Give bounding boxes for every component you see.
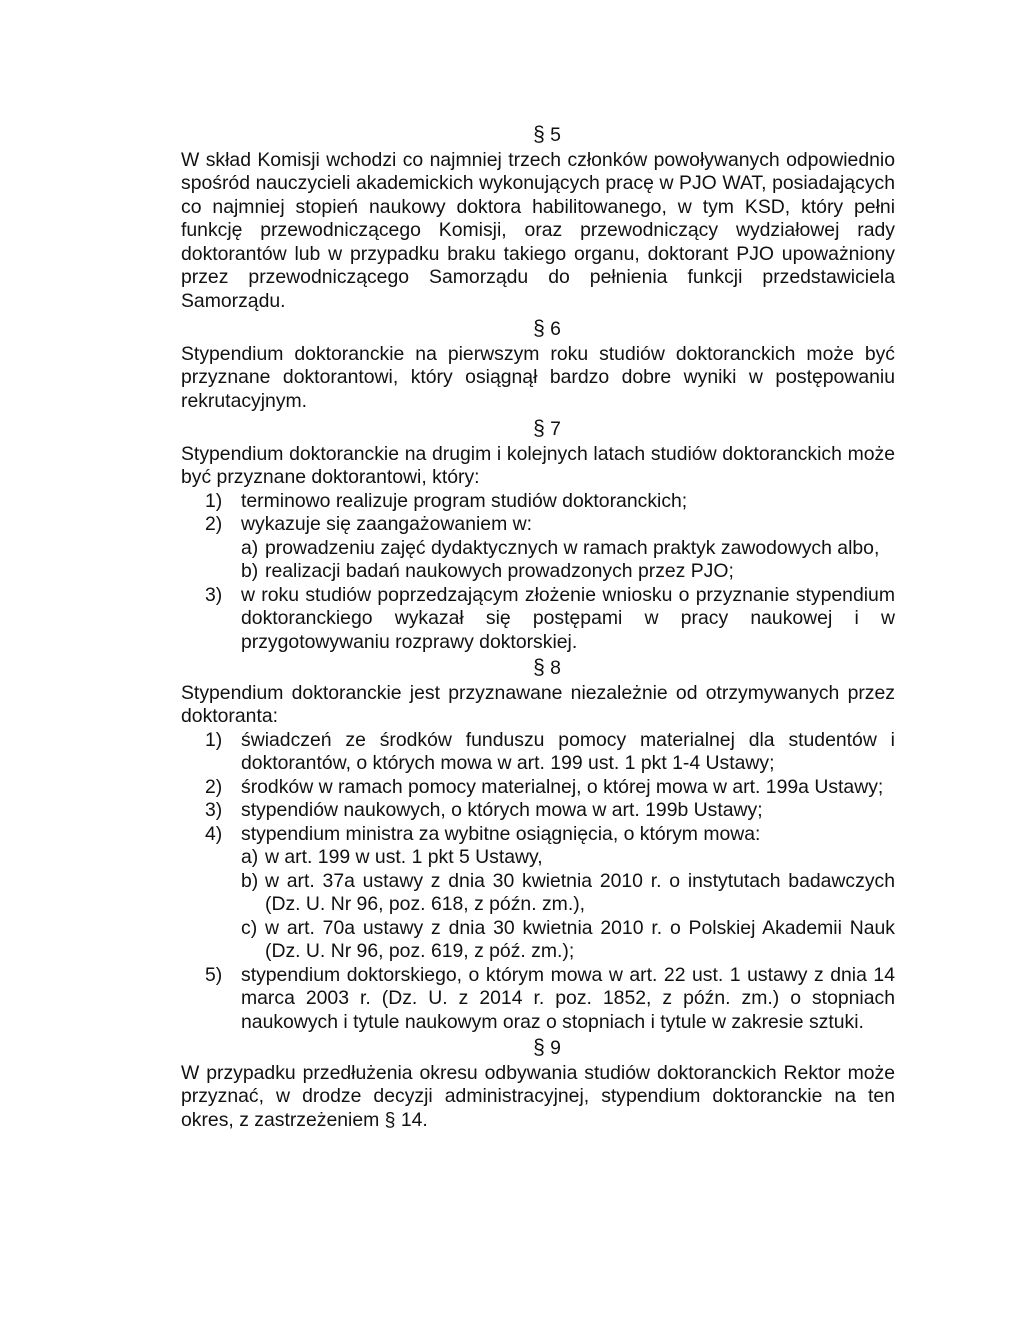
sublist-item-text: prowadzeniu zajęć dydaktycznych w ramach praktyk zawodowych albo, [265,536,880,559]
section-sign-icon: § [533,123,545,146]
sublist-item-text: w art. 70a ustawy z dnia 30 kwietnia 2010 r. o Polskiej Akademii Nauk (Dz. U. Nr 96, poz. 619, z póź. zm.); [265,916,895,962]
list-item-number: 1) [205,728,223,751]
list-item-number: 4) [205,822,223,845]
list-item [181,584,895,655]
section-number: 6 [550,318,561,340]
section-heading-9 [181,1036,895,1061]
list-item-number: 3) [205,799,223,821]
section-number: 5 [550,124,561,146]
sublist-item-letter: c) [241,916,258,939]
paragraph-7-intro: Stypendium doktoranckie na drugim i kolejnych latach studiów doktoranckich może być przyznane doktorantowi, który: [181,442,895,488]
sublist-item [181,537,895,561]
sublist-item [181,560,895,584]
section-sign-icon: § [533,656,545,679]
list-item-text: stypendiów naukowych, o których mowa w art. 199b Ustawy; [241,799,763,821]
list-item [181,513,895,584]
sublist-item-letter: a) [241,846,259,868]
list-item [181,490,895,514]
list-item-text: stypendium ministra za wybitne osiągnięcia, o którym mowa: [241,822,761,845]
paragraph-6: Stypendium doktoranckie na pierwszym roku studiów doktoranckich może być przyznane doktorantowi, który osiągnął bardzo dobre wyniki w postępowaniu rekrutacyjnym. [181,342,895,412]
section-number: 7 [550,418,561,440]
section-sign-icon: § [533,317,545,340]
list-item-text: środków w ramach pomocy materialnej, o której mowa w art. 199a Ustawy; [241,775,884,798]
section-heading-6 [181,317,895,342]
section-heading-5 [181,123,895,148]
sublist-item [181,870,895,917]
document-page [181,123,895,1136]
sublist-item-letter: b) [241,560,259,582]
paragraph-8-intro: Stypendium doktoranckie jest przyznawane niezależnie od otrzymywanych przez doktoranta: [181,681,895,727]
sublist [241,537,895,584]
list-item-text: świadczeń ze środków funduszu pomocy materialnej dla studentów i doktorantów, o których mowa w art. 199 ust. 1 pkt 1-4 Ustawy; [241,728,895,774]
list-item [181,799,895,823]
list-item-number: 2) [205,513,223,535]
list-item-number: 1) [205,489,223,512]
sublist-item-text: w art. 199 w ust. 1 pkt 5 Ustawy, [265,846,543,868]
sublist-item-text: realizacji badań naukowych prowadzonych przez PJO; [265,560,734,582]
list-item [181,729,895,776]
list-item [181,823,895,964]
paragraph-9: W przypadku przedłużenia okresu odbywania studiów doktoranckich Rektor może przyznać, w drodze decyzji administracyjnej, stypendium doktoranckie na ten okres, z zastrzeżeniem § 14. [181,1061,895,1131]
paragraph-5: W skład Komisji wchodzi co najmniej trzech członków powoływanych odpowiednio spośród nauczycieli akademickich wykonujących pracę w PJO WAT, posiadających co najmniej stopień naukowy doktora habilitowanego, w tym KSD, który pełni funkcję przewodniczącego Komisji, oraz przewodniczący wydziałowej rady doktorantów lub w przypadku braku takiego organu, doktorant PJO upoważniony przez przewodniczącego Samorządu do pełnienia funkcji przedstawiciela Samorządu. [181,148,895,312]
sublist-item [181,917,895,964]
section-sign-icon: § [533,417,545,440]
section-heading-8 [181,656,895,681]
sublist [241,846,895,964]
section-sign-icon: § [533,1036,545,1059]
sublist-item-letter: b) [241,869,259,892]
section-number: 9 [550,1037,561,1059]
section-heading-7 [181,417,895,442]
list-item-number: 3) [205,583,223,606]
sublist-item-letter: a) [241,536,259,559]
list-item [181,776,895,800]
list-item-text: stypendium doktorskiego, o którym mowa w art. 22 ust. 1 ustawy z dnia 14 marca 2003 r. (Dz. U. z 2014 r. poz. 1852, z późn. zm.) o stopniach naukowych i tytule naukowym oraz o stopniach i tytule w zakresie sztuki. [241,963,895,1033]
list-item-text: terminowo realizuje program studiów doktoranckich; [241,489,688,512]
list-item-number: 2) [205,775,223,798]
sublist-item [181,846,895,870]
list-8 [181,729,895,1035]
list-item [181,964,895,1035]
section-number: 8 [550,657,561,679]
list-item-text: wykazuje się zaangażowaniem w: [241,513,533,535]
sublist-item-text: w art. 37a ustawy z dnia 30 kwietnia 2010 r. o instytutach badawczych (Dz. U. Nr 96, poz. 618, z późn. zm.), [265,869,895,915]
list-7 [181,490,895,655]
list-item-number: 5) [205,963,223,986]
list-item-text: w roku studiów poprzedzającym złożenie wniosku o przyznanie stypendium doktoranckiego wykazał się postępami w pracy naukowej i w przygotowywaniu rozprawy doktorskiej. [241,583,895,653]
